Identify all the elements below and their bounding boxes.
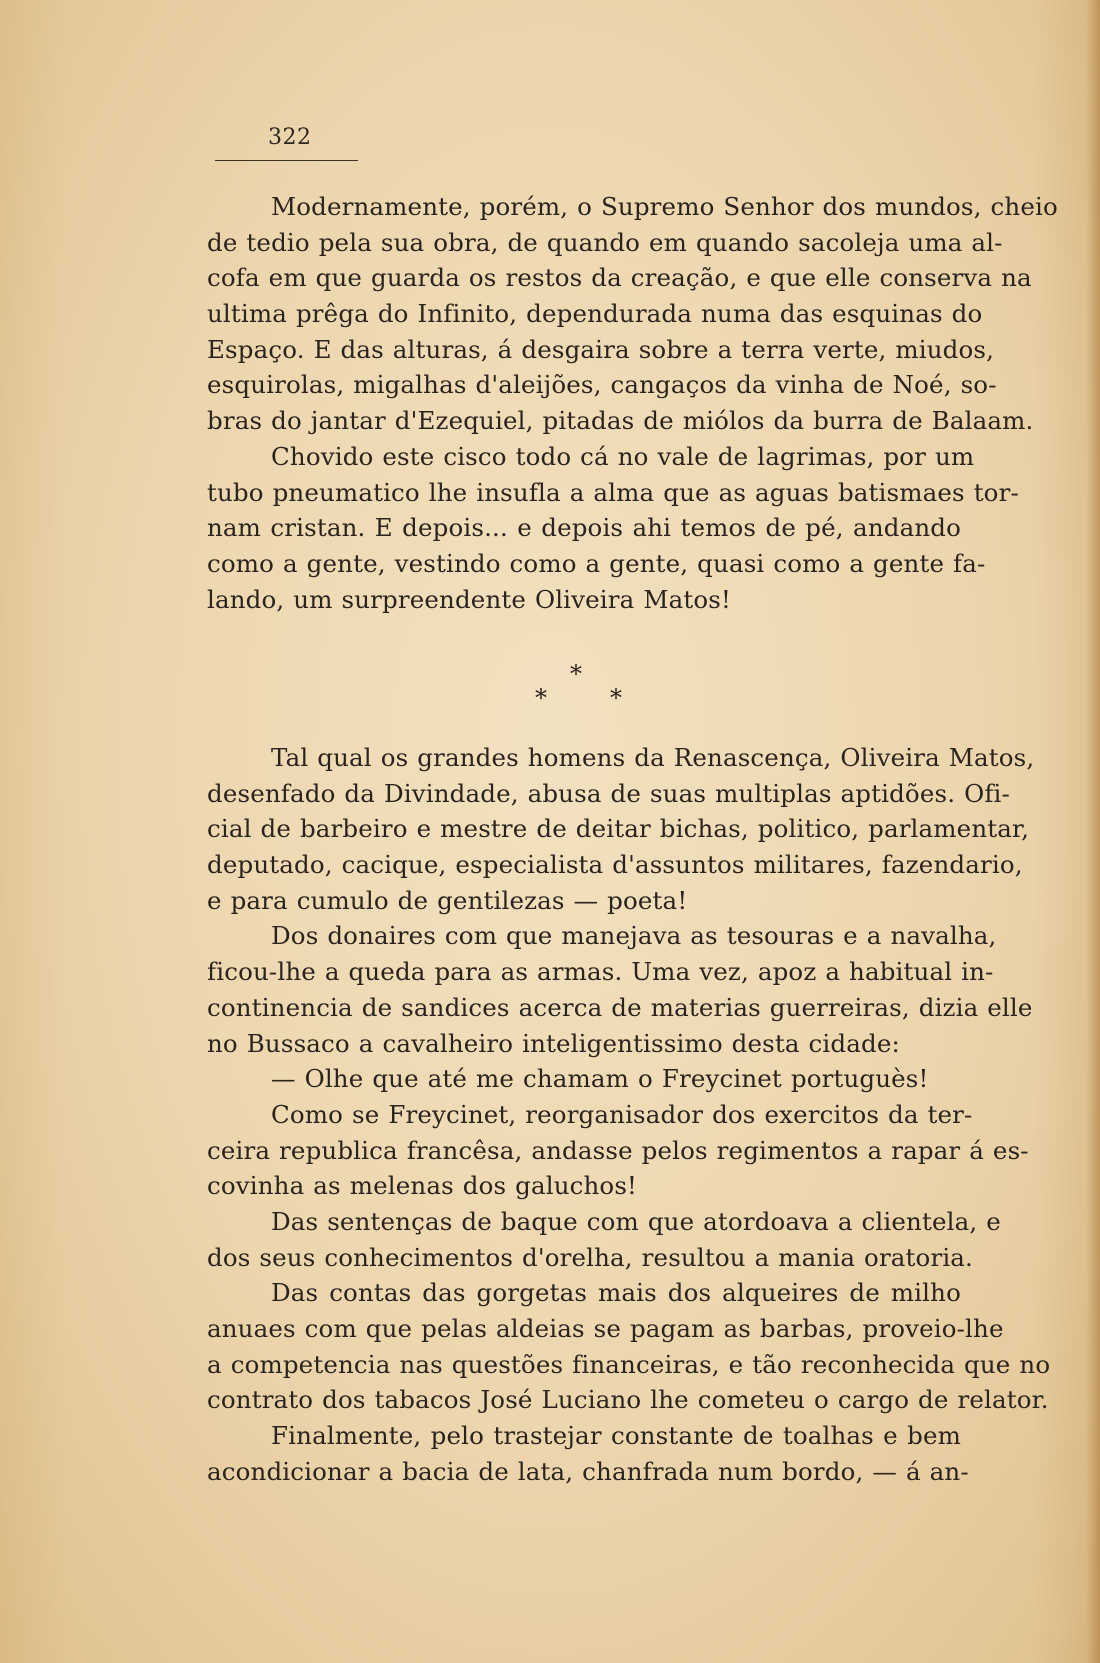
- text-line: Dos donaires com que manejava as tesouras e a navalha,: [271, 921, 997, 951]
- text-line: de tedio pela sua obra, de quando em quando sacoleja uma al-: [207, 227, 1003, 257]
- text-line: covinha as melenas dos galuchos!: [207, 1171, 638, 1201]
- header-rule: [215, 160, 358, 161]
- text-line: e para cumulo de gentilezas — poeta!: [207, 885, 688, 915]
- separator-star: *: [610, 684, 622, 712]
- text-line: Espaço. E das alturas, á desgaira sobre a terra verte, miudos,: [207, 334, 995, 364]
- text-line: lando, um surpreendente Oliveira Matos!: [207, 584, 731, 614]
- text-line: Tal qual os grandes homens da Renascença, Oliveira Matos,: [271, 743, 1035, 772]
- section-separator: [520, 660, 640, 720]
- text-line: bras do jantar d'Ezequiel, pitadas de miólos da burra de Balaam.: [207, 406, 1034, 436]
- page-number: 322: [268, 125, 312, 150]
- text-line: continencia de sandices acerca de materias guerreiras, dizia elle: [207, 992, 1033, 1022]
- text-line: Das sentenças de baque com que atordoava a clientela, e: [271, 1206, 1001, 1236]
- text-line: a competencia nas questões financeiras, e tão reconhecida que no: [207, 1349, 1051, 1379]
- text-line: anuaes com que pelas aldeias se pagam as barbas, proveio-lhe: [207, 1314, 1004, 1343]
- text-line: cofa em que guarda os restos da creação, e que elle conserva na: [207, 263, 1032, 293]
- separator-star: *: [570, 660, 582, 688]
- section-2-text: [207, 740, 1051, 1489]
- text-line: Como se Freycinet, reorganisador dos exercitos da ter-: [271, 1099, 973, 1129]
- text-line: Chovido este cisco todo cá no vale de lagrimas, por um: [271, 441, 975, 471]
- text-line: contrato dos tabacos José Luciano lhe cometeu o cargo de relator.: [207, 1385, 1049, 1415]
- separator-star: *: [535, 684, 547, 712]
- text-line: no Bussaco a cavalheiro inteligentissimo desta cidade:: [207, 1028, 900, 1058]
- text-line: ceira republica francêsa, andasse pelos regimentos a rapar á es-: [207, 1135, 1029, 1165]
- text-line: — Olhe que até me chamam o Freycinet portuguès!: [271, 1064, 929, 1094]
- text-line: como a gente, vestindo como a gente, quasi como a gente fa-: [207, 548, 986, 578]
- text-line: Modernamente, porém, o Supremo Senhor dos mundos, cheio: [271, 192, 1058, 221]
- text-line: deputado, cacique, especialista d'assuntos militares, fazendario,: [207, 850, 1023, 880]
- text-line: Das contas das gorgetas mais dos alqueires de milho: [271, 1278, 961, 1308]
- page-edge-shadow: [1086, 0, 1100, 1663]
- text-line: nam cristan. E depois... e depois ahi temos de pé, andando: [207, 513, 961, 543]
- text-line: desenfado da Divindade, abusa de suas multiplas aptidões. Ofi-: [207, 778, 1010, 808]
- text-line: tubo pneumatico lhe insufla a alma que as aguas batismaes tor-: [207, 477, 1019, 507]
- section-1-text: [207, 189, 1058, 617]
- text-line: esquirolas, migalhas d'aleijões, cangaços da vinha de Noé, so-: [207, 370, 997, 400]
- text-line: acondicionar a bacia de lata, chanfrada num bordo, — á an-: [207, 1456, 969, 1486]
- text-line: cial de barbeiro e mestre de deitar bichas, politico, parlamentar,: [207, 814, 1030, 844]
- text-line: ultima prêga do Infinito, dependurada numa das esquinas do: [207, 299, 983, 329]
- text-line: dos seus conhecimentos d'orelha, resultou a mania oratoria.: [207, 1242, 973, 1272]
- text-line: Finalmente, pelo trastejar constante de toalhas e bem: [271, 1421, 961, 1451]
- text-line: ficou-lhe a queda para as armas. Uma vez, apoz a habitual in-: [207, 957, 994, 987]
